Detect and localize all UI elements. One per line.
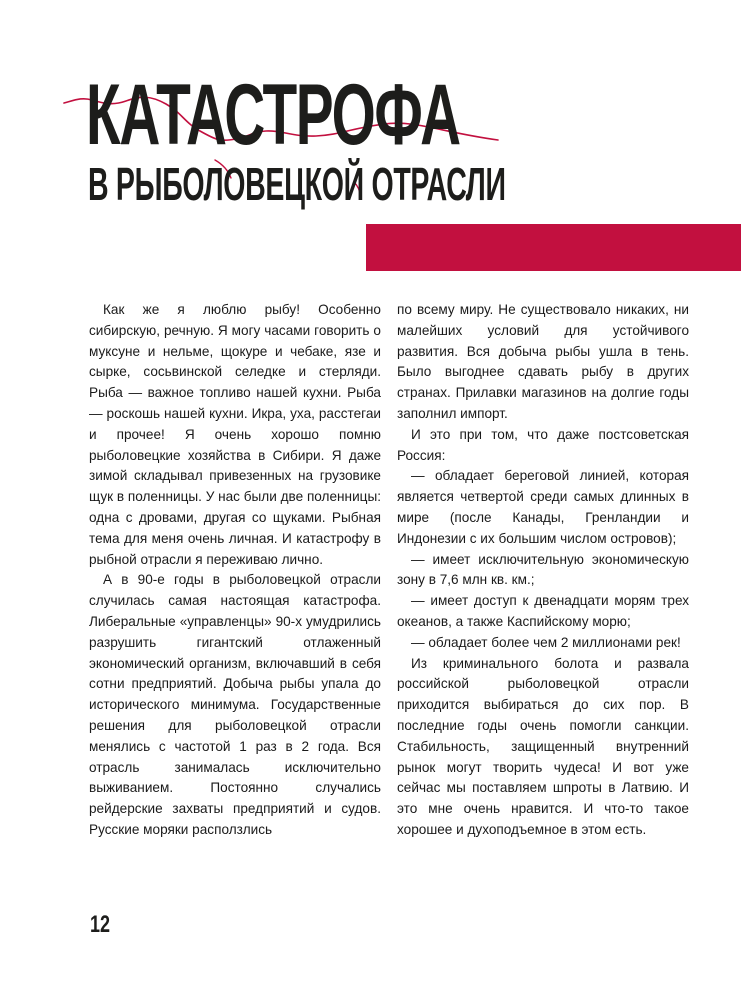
page-title: КАТАСТРОФА: [86, 67, 460, 163]
paragraph: Из криминального болота и развала российской рыболовецкой отрасли приходится выбираться до сих пор. В последние годы очень помогли санкции. Стабильность, защищенный внутренний рынок могут творить чудеса! И вот уже сейчас мы поставляем шпроты в Латвию. И это мне очень нравится. И что-то такое хорошее и духоподъемное в этом есть.: [397, 655, 689, 837]
text-column-left: [89, 300, 381, 841]
list-item: — имеет доступ к двенадцати морям трех океанов, а также Каспийскому морю;: [397, 593, 689, 629]
paragraph: А в 90-е годы в рыболовецкой отрасли случилась самая настоящая катастрофа. Либеральные «управленцы» 90-х умудрились разрушить гигантский отлаженный экономический организм, включавший в себя сотни предприятий. Добыча рыбы упала до исторического минимума. Государственные решения для рыболовецкой отрасли менялись с частотой 1 раз в 2 года. Вся отрасль занималась исключительно выживанием. Постоянно случались рейдерские захваты предприятий и судов. Русские моряки расползлись: [89, 572, 381, 837]
list-item: — обладает более чем 2 миллионами рек!: [411, 634, 681, 650]
page-subtitle: В РЫБОЛОВЕЦКОЙ ОТРАСЛИ: [88, 158, 506, 210]
accent-bar: [366, 224, 741, 271]
page-number: 12: [90, 911, 111, 938]
paragraph: И это при том, что даже постсоветская Россия:: [397, 426, 689, 463]
list-item: — обладает береговой линией, которая является четвертой среди самых длинных в мире (после Канады, Гренландии и Индонезии с их большим числом островов);: [397, 468, 689, 546]
paragraph-continuation: по всему миру. Не существовало никаких, ни малейших условий для устойчивого развития. Вся добыча рыбы ушла в тень. Было выгоднее сдавать рыбу в других странах. Прилавки магазинов на долгие годы заполнил импорт.: [397, 302, 689, 421]
list-item: — имеет исключительную экономическую зону в 7,6 млн кв. км.;: [397, 551, 689, 588]
paragraph: Как же я люблю рыбу! Особенно сибирскую, речную. Я могу часами говорить о муксуне и нельме, щокуре и чебаке, язе и сырке, сосьвинской селедке и стерляди. Рыба — важное топливо нашей кухни. Рыба— роскошь нашей кухни. Икра, уха, расстегаи и прочее! Я очень хорошо помню рыболовецкие хозяйства в Сибири. Я даже зимой складывал привезенных на грузовике щук в поленницы. У нас были две поленницы: одна с дровами, другая со щуками. Рыбная тема для меня очень личная. И катастрофу в рыбной отрасли я переживаю лично.: [89, 302, 381, 567]
text-column-right: [397, 300, 689, 841]
